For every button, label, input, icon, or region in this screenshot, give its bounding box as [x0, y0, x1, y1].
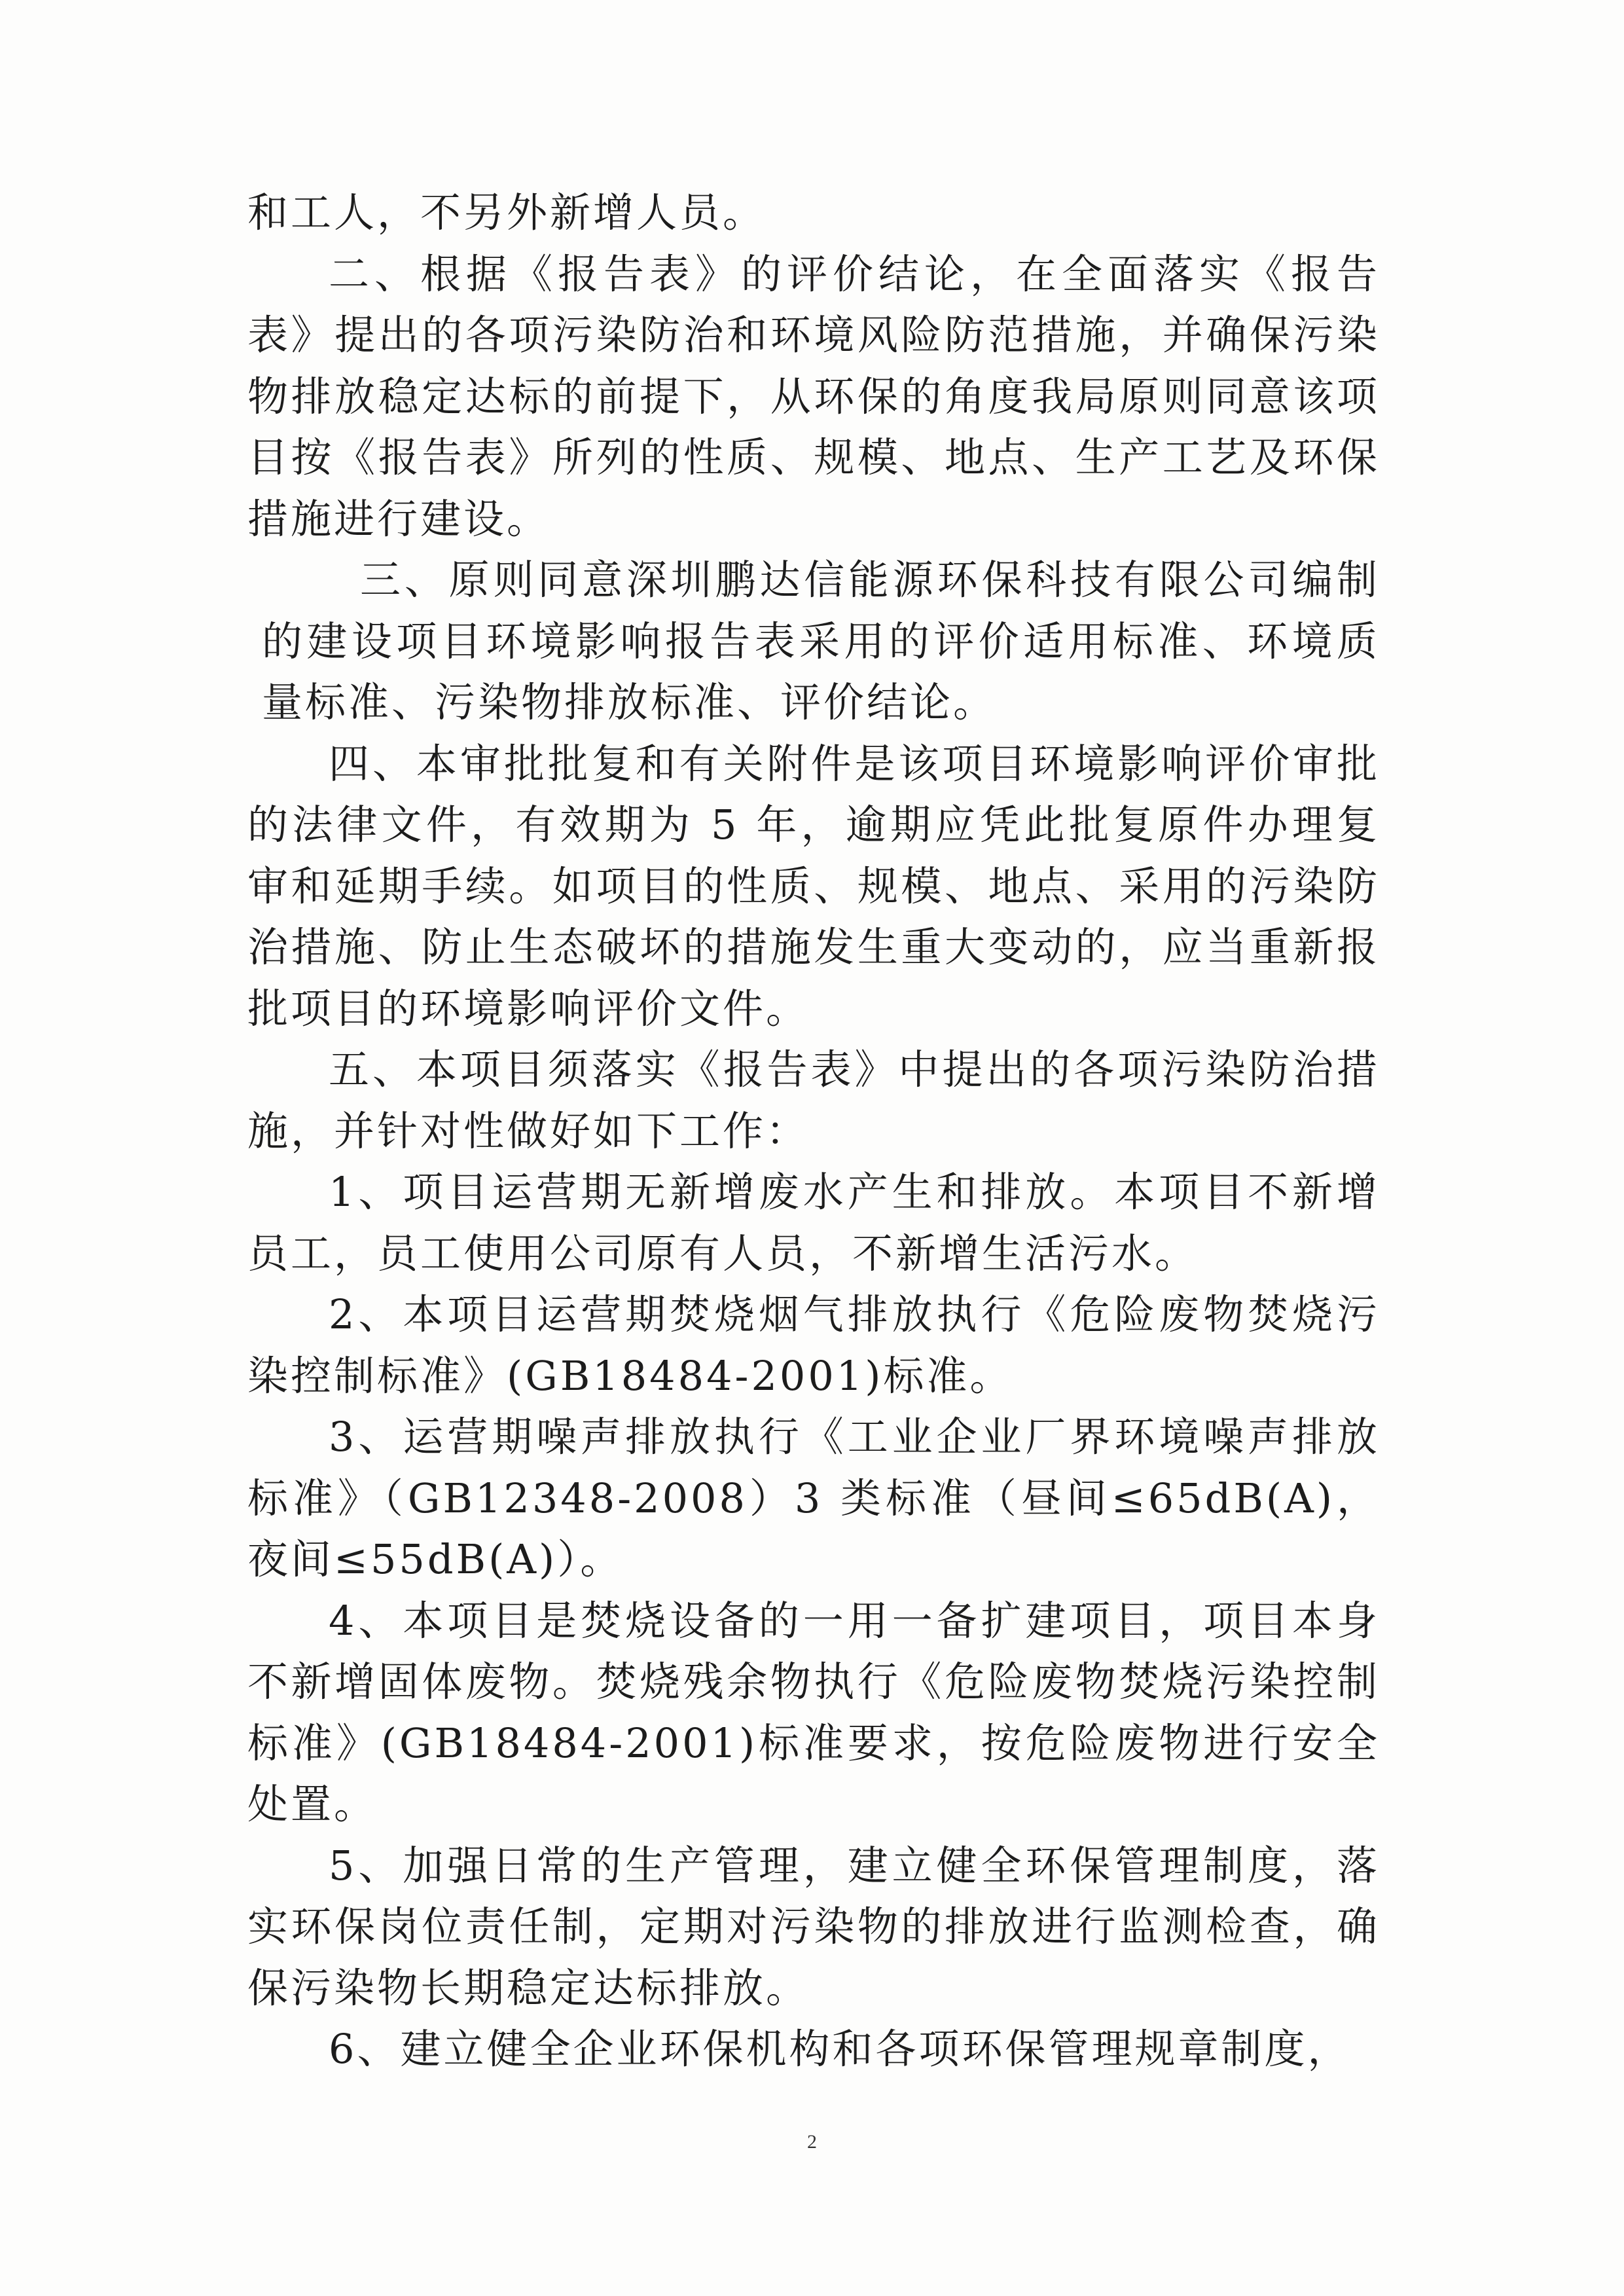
paragraph-subitem-1: 1、项目运营期无新增废水产生和排放。本项目不新增员工，员工使用公司原有人员，不新增生活污水。 — [247, 1168, 1380, 1277]
body-text — [247, 182, 1380, 2080]
paragraph-continuation: 和工人，不另外新增人员。 — [247, 189, 767, 236]
paragraph-item-3: 三、原则同意深圳鹏达信能源环保科技有限公司编制的建设项目环境影响报告表采用的评价适用标准、环境质量标准、污染物排放标准、评价结论。 — [262, 556, 1380, 726]
paragraph-subitem-5: 5、加强日常的生产管理，建立健全环保管理制度，落实环保岗位责任制，定期对污染物的排放进行监测检查，确保污染物长期稳定达标排放。 — [247, 1841, 1380, 2012]
paragraph-subitem-6: 6、建立健全企业环保机构和各项环保管理规章制度， — [329, 2025, 1351, 2073]
paragraph-item-5: 五、本项目须落实《报告表》中提出的各项污染防治措施，并针对性做好如下工作： — [247, 1046, 1380, 1155]
paragraph-item-4: 四、本审批批复和有关附件是该项目环境影响评价审批的法律文件，有效期为 5 年，逾期应凭此批复原件办理复审和延期手续。如项目的性质、规模、地点、采用的污染防治措施、防止生态破坏的措施发生重大变动的，应当重新报批项目的环境影响评价文件。 — [247, 739, 1380, 1032]
paragraph-subitem-4: 4、本项目是焚烧设备的一用一备扩建项目，项目本身不新增固体废物。焚烧残余物执行《危险废物焚烧污染控制标准》(GB18484-2001)标准要求，按危险废物进行安全处置。 — [247, 1596, 1380, 1828]
page-number: 2 — [807, 2131, 817, 2153]
paragraph-item-2: 二、根据《报告表》的评价结论，在全面落实《报告表》提出的各项污染防治和环境风险防范措施，并确保污染物排放稳定达标的前提下，从环保的角度我局原则同意该项目按《报告表》所列的性质、规模、地点、生产工艺及环保措施进行建设。 — [247, 249, 1380, 543]
paragraph-subitem-3: 3、运营期噪声排放执行《工业企业厂界环境噪声排放标准》（GB12348-2008）3 类标准（昼间≤65dB(A)，夜间≤55dB(A)）。 — [247, 1413, 1380, 1583]
paragraph-subitem-2: 2、本项目运营期焚烧烟气排放执行《危险废物焚烧污染控制标准》(GB18484-2001)标准。 — [247, 1290, 1380, 1400]
